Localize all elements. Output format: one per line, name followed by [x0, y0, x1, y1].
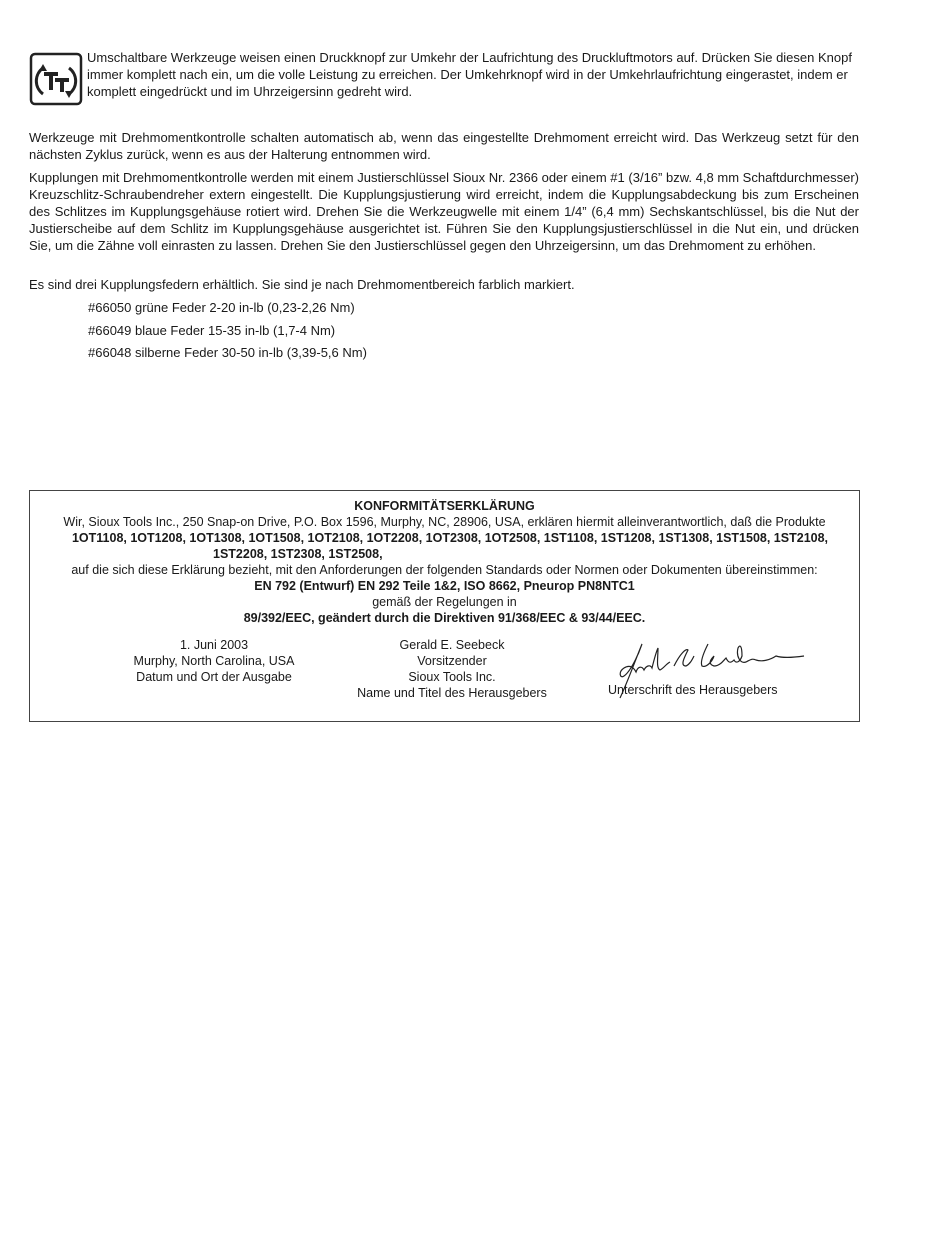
clutch-adjust-paragraph: Kupplungen mit Drehmomentkontrolle werden mit einem Justierschlüssel Sioux Nr. 2366 oder einem #1 (3/16” bzw. 4,8 mm Schaftdurchmesser) Kreuzschlitz-Schraubendreher extern eingestellt. Die Kupplungsjustierung wird erreicht, indem die Kupplungsabdeckung bis zum Erscheinen des Schlitzes im Kupplungsgehäuse rotiert wird. Drehen Sie die Werkzeugwelle mit einem 1/4” (6,4 mm) Sechskantschlüssel, bis die Nut der Justierscheibe auf dem Schlitz im Kupplungsgehäuse ausgerichtet ist. Führen Sie den Kupplungsjustierschlüssel in die Nut ein, und drücken Sie, um die Zähne voll einrasten zu lassen. Drehen Sie den Justierschlüssel gegen den Uhrzeigersinn, um das Drehmoment zu erhöhen.	[29, 170, 859, 253]
date-place-label: Datum und Ort der Ausgabe	[136, 670, 292, 684]
spring-item-silver: #66048 silberne Feder 30-50 in-lb (3,39-5,6 Nm)	[88, 345, 367, 360]
issue-date: 1. Juni 2003	[179, 638, 249, 652]
issuer-name: Gerald E. Seebeck	[399, 638, 505, 652]
products-line-1: 1OT1108, 1OT1208, 1OT1308, 1OT1508, 1OT2108, 1OT2208, 1OT2308, 1OT2508, 1ST1108, 1ST1208, 1ST1308, 1ST1508, 1ST2108,	[71, 531, 829, 545]
torque-control-paragraph: Werkzeuge mit Drehmomentkontrolle schalten automatisch ab, wenn das eingestellte Drehmoment erreicht wird. Das Werkzeug setzt für den nächsten Zyklus zurück, wenn es aus der Halterung entnommen wird.	[29, 130, 859, 162]
declaration-statement: Wir, Sioux Tools Inc., 250 Snap-on Drive, P.O. Box 1596, Murphy, NC, 28906, USA, erklären hiermit alleinverantwortlich, daß die Produkte	[63, 515, 826, 529]
products-line-2: 1ST2208, 1ST2308, 1ST2508,	[213, 547, 383, 561]
issue-place: Murphy, North Carolina, USA	[133, 654, 295, 668]
signature-label: Unterschrift des Herausgebers	[608, 683, 778, 697]
spring-item-green: #66050 grüne Feder 2-20 in-lb (0,23-2,26 Nm)	[88, 300, 355, 315]
issuer-label: Name und Titel des Herausgebers	[357, 686, 547, 700]
declaration-box	[29, 490, 860, 722]
according-text: gemäß der Regelungen in	[372, 595, 517, 609]
declaration-title: KONFORMITÄTSERKLÄRUNG	[354, 499, 535, 513]
reversing-text: Umschaltbare Werkzeuge weisen einen Druckknopf zur Umkehr der Laufrichtung des Druckluftmotors auf. Drücken Sie diesen Knopf immer komplett nach ein, um die volle Leistung zu erreichen. Der Umkehrknopf wird in der Umkehrlaufrichtung eingerastet, indem er komplett eingedrückt und im Uhrzeigersinn gedreht wird.	[87, 50, 852, 99]
spring-item-blue: #66049 blaue Feder 15-35 in-lb (1,7-4 Nm)	[88, 323, 336, 338]
date-place-block	[114, 637, 314, 685]
conformity-text: auf die sich diese Erklärung bezieht, mit den Anforderungen der folgenden Standards oder Normen oder Dokumenten übereinstimmen:	[71, 563, 818, 577]
springs-intro-paragraph: Es sind drei Kupplungsfedern erhältlich. Sie sind je nach Drehmomentbereich farblich markiert.	[29, 277, 575, 292]
issuer-block	[342, 637, 562, 701]
issuer-title: Vorsitzender	[417, 654, 487, 668]
standards-text: EN 792 (Entwurf) EN 292 Teile 1&2, ISO 8662, Pneurop PN8NTC1	[254, 579, 635, 593]
reversible-tool-icon	[29, 52, 83, 106]
issuer-company: Sioux Tools Inc.	[408, 670, 496, 684]
directives-text: 89/392/EEC, geändert durch die Direktiven 91/368/EEC & 93/44/EEC.	[243, 611, 646, 625]
